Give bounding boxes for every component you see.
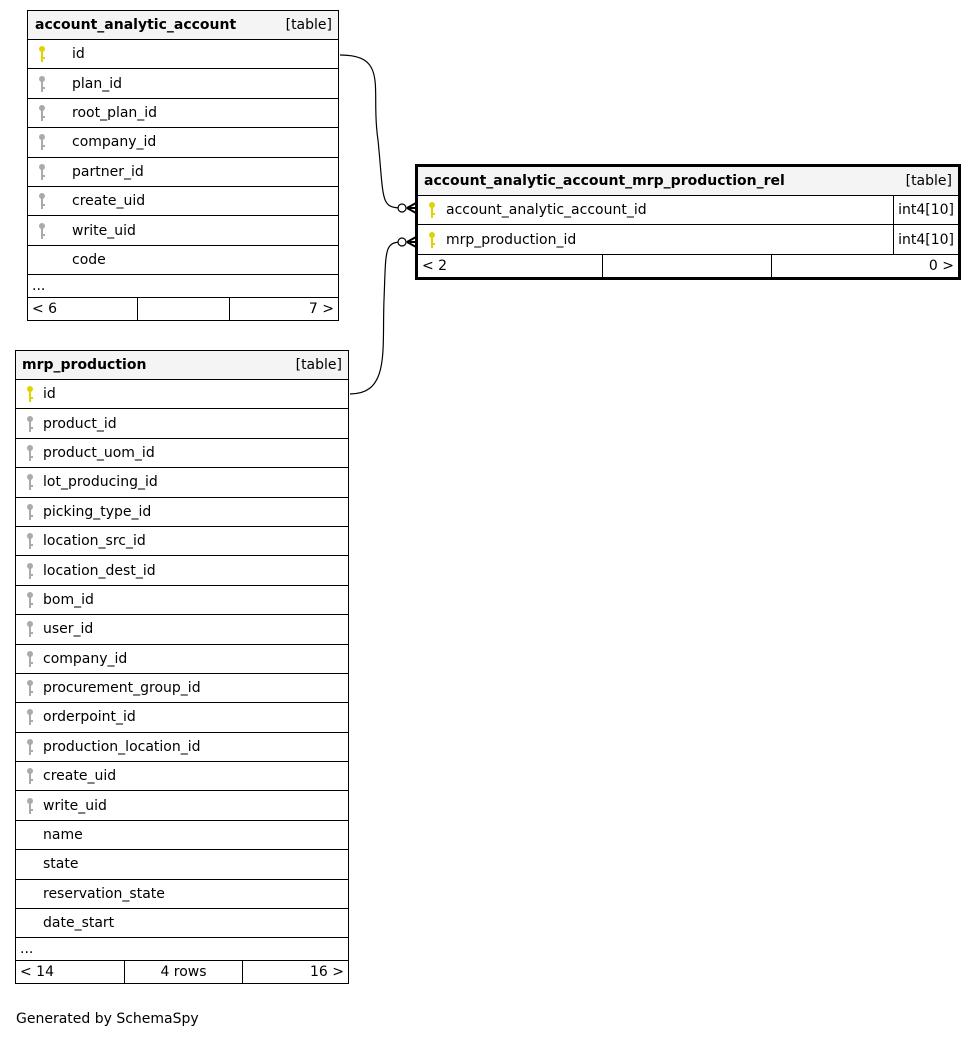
footer-children[interactable]: 7 > <box>229 298 338 320</box>
table-tag: [table] <box>905 173 952 189</box>
column-name: code <box>72 251 106 268</box>
no-key-spacer <box>26 885 40 903</box>
table-footer <box>418 255 958 277</box>
column-row[interactable] <box>16 527 348 556</box>
link-mrp-zero-marker <box>398 238 406 246</box>
foreign-key-icon <box>26 738 40 756</box>
foreign-key-icon <box>26 562 40 580</box>
column-row[interactable] <box>16 762 348 791</box>
column-name: write_uid <box>72 222 136 239</box>
foreign-key-icon <box>38 163 52 181</box>
column-type: int4[10] <box>893 196 958 224</box>
foreign-key-icon <box>26 620 40 638</box>
column-name: orderpoint_id <box>43 709 136 726</box>
table-tag: [table] <box>285 17 332 33</box>
column-row[interactable] <box>28 158 338 187</box>
column-row[interactable] <box>16 880 348 909</box>
column-row[interactable] <box>16 909 348 938</box>
column-name: production_location_id <box>43 738 201 755</box>
column-name: product_id <box>43 415 117 432</box>
column-row[interactable] <box>28 216 338 245</box>
primary-key-icon <box>428 231 442 249</box>
no-key-spacer <box>26 826 40 844</box>
column-name: picking_type_id <box>43 503 152 520</box>
column-row[interactable] <box>16 645 348 674</box>
column-row[interactable] <box>16 586 348 615</box>
table-account-analytic-account-mrp-production-rel[interactable] <box>415 164 961 280</box>
foreign-key-icon <box>26 532 40 550</box>
footer-rows: 4 rows <box>124 961 242 983</box>
column-row[interactable] <box>418 225 958 254</box>
column-name: user_id <box>43 621 94 638</box>
column-row[interactable] <box>16 674 348 703</box>
column-row[interactable] <box>28 99 338 128</box>
column-row[interactable] <box>16 615 348 644</box>
column-list <box>16 380 348 938</box>
column-row[interactable] <box>16 439 348 468</box>
column-name: location_src_id <box>43 533 146 550</box>
column-name: create_uid <box>43 768 117 785</box>
column-row[interactable] <box>28 128 338 157</box>
column-name: write_uid <box>43 797 107 814</box>
more-columns: ... <box>28 275 338 298</box>
column-name: state <box>43 856 79 873</box>
foreign-key-icon <box>26 650 40 668</box>
column-row[interactable] <box>28 69 338 98</box>
foreign-key-icon <box>38 192 52 210</box>
table-mrp-production[interactable] <box>15 350 349 984</box>
column-name: create_uid <box>72 193 146 210</box>
foreign-key-icon <box>26 591 40 609</box>
column-row[interactable] <box>16 703 348 732</box>
column-name: id <box>72 46 85 63</box>
foreign-key-icon <box>26 708 40 726</box>
column-row[interactable] <box>28 40 338 69</box>
column-name: mrp_production_id <box>446 231 577 248</box>
more-columns: ... <box>16 938 348 961</box>
link-aaa-id-to-rel <box>340 55 402 208</box>
foreign-key-icon <box>26 415 40 433</box>
column-row[interactable] <box>28 246 338 275</box>
table-name: mrp_production <box>22 357 147 373</box>
foreign-key-icon <box>38 133 52 151</box>
generated-by-note: Generated by SchemaSpy <box>16 1011 199 1027</box>
column-row[interactable] <box>16 733 348 762</box>
column-row[interactable] <box>16 791 348 820</box>
column-name: product_uom_id <box>43 444 155 461</box>
column-name: plan_id <box>72 75 123 92</box>
foreign-key-icon <box>26 679 40 697</box>
foreign-key-icon <box>26 767 40 785</box>
footer-parents[interactable]: < 6 <box>32 301 58 318</box>
column-name: root_plan_id <box>72 104 158 121</box>
foreign-key-icon <box>26 473 40 491</box>
foreign-key-icon <box>38 75 52 93</box>
table-footer <box>16 961 348 983</box>
column-row[interactable] <box>418 196 958 225</box>
primary-key-icon <box>26 385 40 403</box>
table-name: account_analytic_account_mrp_production_rel <box>424 173 785 189</box>
column-type: int4[10] <box>893 225 958 253</box>
column-name: location_dest_id <box>43 562 156 579</box>
column-list <box>418 196 958 255</box>
link-mrp-id-to-rel <box>350 242 402 394</box>
footer-children[interactable]: 0 > <box>771 255 958 277</box>
column-name: procurement_group_id <box>43 680 201 697</box>
table-tag: [table] <box>295 357 342 373</box>
table-header <box>418 167 958 196</box>
column-name: reservation_state <box>43 885 165 902</box>
primary-key-icon <box>38 45 52 63</box>
primary-key-icon <box>428 201 442 219</box>
table-header <box>16 351 348 380</box>
column-name: company_id <box>43 650 128 667</box>
no-key-spacer <box>38 251 52 269</box>
link-aaa-zero-marker <box>398 204 406 212</box>
foreign-key-icon <box>26 444 40 462</box>
column-row[interactable] <box>16 409 348 438</box>
column-name: lot_producing_id <box>43 474 158 491</box>
column-name: company_id <box>72 134 157 151</box>
footer-children[interactable]: 16 > <box>242 961 348 983</box>
table-account-analytic-account[interactable] <box>27 10 339 321</box>
column-row[interactable] <box>28 187 338 216</box>
column-list <box>28 40 338 275</box>
foreign-key-icon <box>38 222 52 240</box>
column-row[interactable] <box>16 556 348 585</box>
column-row[interactable] <box>16 468 348 497</box>
table-header <box>28 11 338 40</box>
column-name: account_analytic_account_id <box>446 202 647 219</box>
column-row[interactable] <box>16 821 348 850</box>
no-key-spacer <box>26 914 40 932</box>
footer-rows <box>137 298 229 320</box>
foreign-key-icon <box>26 797 40 815</box>
no-key-spacer <box>26 855 40 873</box>
footer-rows <box>602 255 771 277</box>
footer-parents[interactable]: < 2 <box>422 257 448 274</box>
table-name: account_analytic_account <box>35 17 237 33</box>
foreign-key-icon <box>38 104 52 122</box>
column-row[interactable] <box>16 498 348 527</box>
column-name: partner_id <box>72 163 144 180</box>
column-name: name <box>43 827 83 844</box>
column-name: bom_id <box>43 591 94 608</box>
foreign-key-icon <box>26 503 40 521</box>
column-row[interactable] <box>16 380 348 409</box>
column-name: id <box>43 386 56 403</box>
table-footer <box>28 298 338 320</box>
column-name: date_start <box>43 915 115 932</box>
footer-parents[interactable]: < 14 <box>20 964 54 981</box>
column-row[interactable] <box>16 850 348 879</box>
